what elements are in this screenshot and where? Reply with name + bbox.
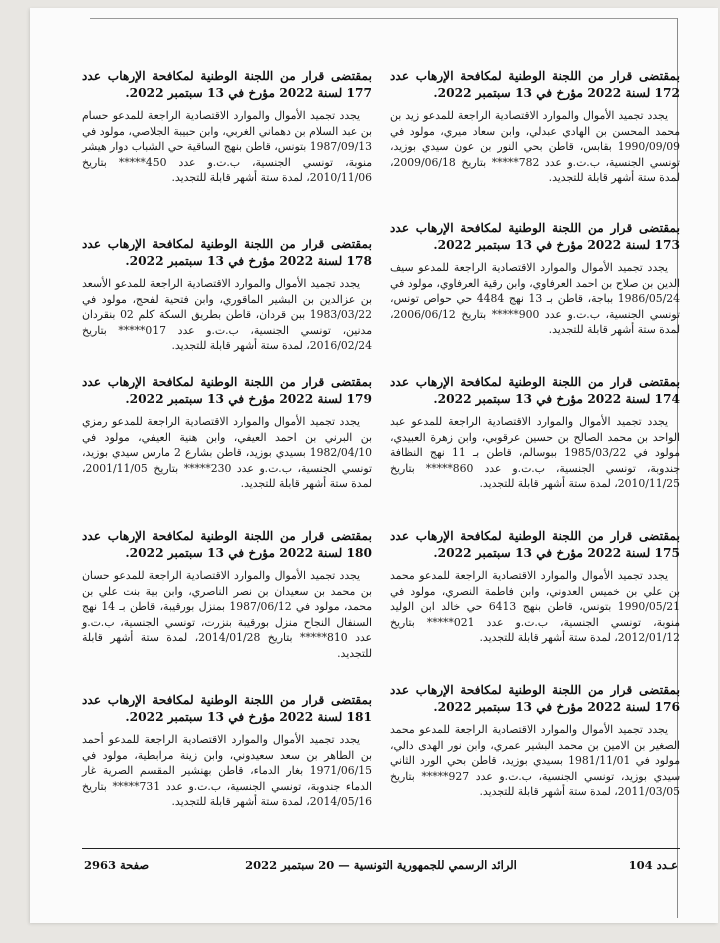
right-column: [390, 68, 680, 838]
decision-body: يجدد تجميد الأموال والموارد الاقتصادية الراجعة للمدعو محمد الصغير بن الامين بن محمد البشير عمري، وابن نور الهدى دالي، مولود في 1981/11/01 بسيدي بوزيد، قاطن بحي الورد الثاني سيدي بوزيد، تونسي الجنسية، ب.ت.و عدد 927***** بتاريخ 2011/03/05، لمدة ستة أشهر قابلة للتجديد.: [390, 723, 680, 799]
decision-heading: بمقتضى قرار من اللجنة الوطنية لمكافحة الإرهاب عدد 179 لسنة 2022 مؤرخ في 13 سبتمبر 2022.: [82, 375, 372, 406]
decision-body: يجدد تجميد الأموال والموارد الاقتصادية الراجعة للمدعو حسان بن محمد بن سعيدان بن نصر الناصري، وابن بية بنت علي بن محمد، مولود في 1987/06/12 بمنزل بورقيبة، قاطن بـ 14 نهج السنفال النجاح منزل بورقيبة بنزرت، تونسي الجنسية، ب.ت.و عدد 810***** بتاريخ 2014/01/28، لمدة ستة أشهر قابلة للتجديد.: [82, 569, 372, 660]
decision-180: [82, 528, 372, 662]
decision-body: يجدد تجميد الأموال والموارد الاقتصادية الراجعة للمدعو عبد الواحد بن محمد الصالح بن حسين عرقوبي، وابن زهرة العبيدي، مولود في 1985/03/22 ببوسالم، قاطن بـ 11 نهج النظافة جندوبة، تونسي الجنسية، ب.ت.و عدد 860***** بتاريخ 2010/11/25، لمدة ستة أشهر قابلة للتجديد.: [390, 415, 680, 491]
decision-181: [82, 692, 372, 810]
decision-body: يجدد تجميد الأموال والموارد الاقتصادية الراجعة للمدعو سيف الدين بن صلاح بن احمد العرفاوي، وابن رقية العرفاوي، مولود في 1986/05/24 بباجة، قاطن بـ 13 نهج 4484 حي حواص تونس، تونسي الجنسية، ب.ت.و عدد 900***** بتاريخ 2006/06/12، لمدة ستة أشهر قابلة للتجديد.: [390, 261, 680, 337]
left-column: [82, 68, 372, 838]
decision-body: يجدد تجميد الأموال والموارد الاقتصادية الراجعة للمدعو حسام بن عبد السلام بن دهماني الغربي، وابن حبيبة الجلاصي، مولود في 1987/09/13 بتونس، قاطن بنهج الساقية حي الشباب دوار هيشر منوبة، تونسي الجنسية، ب.ت.و عدد 450***** بتاريخ 2010/11/06، لمدة ستة أشهر قابلة للتجديد.: [82, 109, 372, 185]
decision-174: [390, 374, 680, 492]
decision-177: [82, 68, 372, 186]
decision-175: [390, 528, 680, 646]
decision-body: يجدد تجميد الأموال والموارد الاقتصادية الراجعة للمدعو زيد بن محمد المحسن بن الهادي عبدلي، وابن سعاد ميري، مولود في 1990/09/09 بقابس، قاطن بحي النور بن عون سيدي بوزيد، تونسي الجنسية، ب.ت.و عدد 782***** بتاريخ 2009/06/18، لمدة ستة أشهر قابلة للتجديد.: [390, 109, 680, 185]
decision-body: يجدد تجميد الأموال والموارد الاقتصادية الراجعة للمدعو أحمد بن الطاهر بن سعد سعيدوني، وابن زينة مرابطية، مولود في 1971/06/15 بغار الدماء، قاطن بهنشير المقسم الصرية غار الدماء جندوبة، تونسي الجنسية، ب.ت.و عدد 731***** بتاريخ 2014/05/16، لمدة ستة أشهر قابلة للتجديد.: [82, 733, 372, 809]
decision-173: [390, 220, 680, 338]
decision-body: يجدد تجميد الأموال والموارد الاقتصادية الراجعة للمدعو رمزي بن البرني بن احمد العيفي، وابن هنية العيفي، مولود في 1982/04/10 بسيدي بوزيد، قاطن بشارع 2 مارس سيدي بوزيد، تونسي الجنسية، ب.ت.و عدد 230***** بتاريخ 2001/11/05، لمدة ستة أشهر قابلة للتجديد.: [82, 415, 372, 491]
page-footer: [82, 848, 680, 875]
decision-body: يجدد تجميد الأموال والموارد الاقتصادية الراجعة للمدعو محمد بن علي بن خميس العدوني، وابن فاطمة النصري، مولود في 1990/05/21 بتونس، قاطن بنهج 6413 حي خالد ابن الوليد منوبة، تونسي الجنسية، ب.ت.و عدد 021***** بتاريخ 2012/01/12، لمدة ستة أشهر قابلة للتجديد.: [390, 569, 680, 645]
decision-176: [390, 682, 680, 800]
decision-178: [82, 236, 372, 354]
decision-heading: بمقتضى قرار من اللجنة الوطنية لمكافحة الإرهاب عدد 174 لسنة 2022 مؤرخ في 13 سبتمبر 2022.: [390, 375, 680, 406]
decision-heading: بمقتضى قرار من اللجنة الوطنية لمكافحة الإرهاب عدد 178 لسنة 2022 مؤرخ في 13 سبتمبر 2022.: [82, 237, 372, 268]
footer-gazette-title: الرائد الرسمي للجمهورية التونسية — 20 سبتمبر 2022: [245, 858, 517, 872]
decision-heading: بمقتضى قرار من اللجنة الوطنية لمكافحة الإرهاب عدد 176 لسنة 2022 مؤرخ في 13 سبتمبر 2022.: [390, 683, 680, 714]
footer-issue-number: عـدد 104: [628, 858, 678, 872]
decision-heading: بمقتضى قرار من اللجنة الوطنية لمكافحة الإرهاب عدد 172 لسنة 2022 مؤرخ في 13 سبتمبر 2022.: [390, 69, 680, 100]
decision-179: [82, 374, 372, 492]
decision-heading: بمقتضى قرار من اللجنة الوطنية لمكافحة الإرهاب عدد 180 لسنة 2022 مؤرخ في 13 سبتمبر 2022.: [82, 529, 372, 560]
decision-body: يجدد تجميد الأموال والموارد الاقتصادية الراجعة للمدعو الأسعد بن عزالدين بن البشير الماقوري، وابن فتحية لفحج، مولود في 1983/03/22 ببن قردان، قاطن بطريق السكة كلم 02 بنقردان مدنين، تونسي الجنسية، ب.ت.و عدد 017***** بتاريخ 2016/02/24، لمدة ستة أشهر قابلة للتجديد.: [82, 277, 372, 353]
footer-page-number: صفحة 2963: [84, 858, 150, 872]
page-frame-top-line: [90, 18, 678, 19]
decision-heading: بمقتضى قرار من اللجنة الوطنية لمكافحة الإرهاب عدد 173 لسنة 2022 مؤرخ في 13 سبتمبر 2022.: [390, 221, 680, 252]
document-page: [30, 8, 718, 923]
decision-heading: بمقتضى قرار من اللجنة الوطنية لمكافحة الإرهاب عدد 177 لسنة 2022 مؤرخ في 13 سبتمبر 2022.: [82, 69, 372, 100]
decision-heading: بمقتضى قرار من اللجنة الوطنية لمكافحة الإرهاب عدد 175 لسنة 2022 مؤرخ في 13 سبتمبر 2022.: [390, 529, 680, 560]
decision-172: [390, 68, 680, 186]
decision-heading: بمقتضى قرار من اللجنة الوطنية لمكافحة الإرهاب عدد 181 لسنة 2022 مؤرخ في 13 سبتمبر 2022.: [82, 693, 372, 724]
content-columns: [82, 68, 680, 838]
